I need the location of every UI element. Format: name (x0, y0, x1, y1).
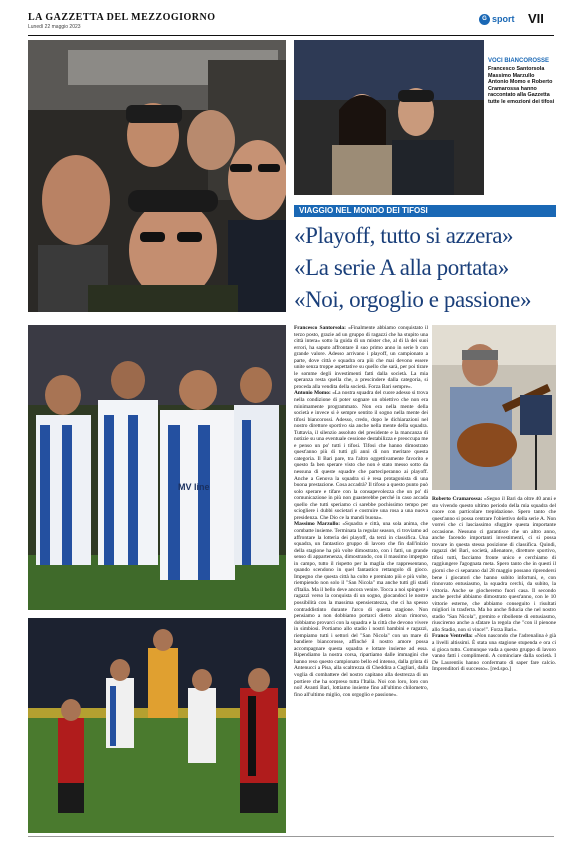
photo-players-celebrating (28, 325, 286, 610)
dateline: Lunedì 22 maggio 2023 (28, 24, 81, 30)
headline-line-3: «Noi, orgoglio e passione» (294, 287, 532, 312)
headline-line-1: «Playoff, tutto si azzera» (294, 223, 514, 248)
speaker-name: Franco Ventrella: (432, 633, 473, 640)
page-number: VII (528, 11, 544, 26)
photo-guitar-player (432, 325, 556, 490)
photo-fans-selfie (28, 40, 286, 312)
headline-line-2: «La serie A alla portata» (294, 255, 509, 280)
sport-section-logo (479, 13, 523, 25)
author-signature: [red.spo.] (490, 666, 512, 673)
footer-rule (28, 836, 554, 837)
article-paragraph-cramarossa: Roberto Cramarossa: «Seguo il Bari da oltre 40 anni e sto vivendo questo ultimo periodo della mia squadra del cuore con particolare trepidazione. Spero tanto che quest'anno si possa centrare l'obiettivo della serie A. Non vorrei che ci lasciassimo sfuggire questa importante occasione. Nessuno ci garantisce che un altro anno, anche facendo importanti investimenti, ci si possa trovare in questa stessa posizione di classifica. Quindi, ragazzi del Bari, società, allenatore, direttore sportivo, tifosi tutti, facciamo fronte unico e cerchiamo di raggiungere l'agognata meta. Spero tanto che in questi il giorni che ci separano dal 28 maggio possano riprendersi bene i giocatori che hanno subito infortuni, e, con rinnovato entusiasmo, la squadra cerchi, da subito, la vittoria. Anche se giocheremo fuori casa. Il secondo anche perché abbiamo dimostrato quest'anno, con le 10 vittorie esterne, che abbiamo conseguito i risultati migliori in trasferta. Ma ho anche fiducia che nel nostro stadio "San Nicola", gremito e ribollente di entusiasmo, riusciremo anche a sfatare la regola che "con il pienone allo Stadio, non si vince!". Forza Bari». (432, 496, 556, 633)
article-column-1 (294, 325, 428, 833)
caption-text: Francesco Santorsola Massimo Marzullo Antonio Momo e Roberto Cramarossa hanno raccontato alla Gazzetta tutte le emozioni dei tifosi (488, 66, 555, 105)
article-paragraph-santorsola: Francesco Santorsola: «Finalmente abbiamo conquistato il terzo posto, grazie ad un gruppo di ragazzi che ha stupito una città intera» sotto la guida di un mister che, al di là dei suoi errori, ha saputo affrontare il suo primo anno in serie b con grande valore. Adesso arrivano i playoff, un campionato a parte, dove città e squadra ora più che mai devono essere unite senza troppe aspettative su quello che sarà, per poi tirare le somme degli investimenti fatti dalla società. La mia speranza resta quella che, a prescindere dalla categoria, si proceda alla vendita della società. Forza Bari sempre». (294, 325, 428, 390)
photo-caption-box (488, 58, 556, 106)
speaker-name: Antonio Momo: (294, 390, 331, 397)
photo-match-action (28, 618, 286, 833)
speaker-name: Francesco Santorsola: (294, 325, 346, 331)
speaker-name: Roberto Cramarossa: (432, 496, 483, 502)
photo-couple-stadium (294, 40, 484, 195)
masthead: LA GAZZETTA DEL MEZZOGIORNO (28, 12, 216, 23)
article-paragraph-momo: Antonio Momo: «La nostra squadra del cuore adesso si trova nella condizione di poter sognare un obiettivo che non era minimamente programmato. Non era nella mente della società e invece si è sempre sentito il sogno nella mente dei tifosi biancorossi. Adesso, credo, dopo le dichiarazioni nel nostro direttore sportivo sia anche nella mente della squadra. Tuttavia, il silenzio assoluto del presidente e la mancanza di notizie su una eventuale cessione destabilizza e preoccupa me e penso un po' tutti i tifosi. Tifosi che hanno dimostrato quest'anno più di tutti gli anni di non meritare questa categoria. Il Bari pare, tra l'altro oggettivamente favorito e questo fa ben sperare visto che non è stato messo sotto da nessuna di queste squadre che parteciperanno ai playoff. Anche a Genova la squadra si è resa protagonista di una buona prestazione. Cosa accadrà? Il tifoso a questo punto può solo sperare e tifare con la consapevolezza che un po' di comunicazione in più non guasterebbe perché in caso accada quello che tutti speriamo ci sarebbe pochissimo tempo per sciogliere i dubbi societari e costruire una rosa a una nuova presidenza. Che Dio ce la mandi buona». (294, 390, 428, 521)
article-paragraph-marzullo: Massimo Marzullo: «Squadra e città, una sola anima, che combatte insieme. Terminata la regular season, ci troviamo ad affrontare la lotteria dei playoff, da terzi in classifica. Una squadra, un fantastico gruppo di lavoro che fin dall'inizio della stagione ha più volte dimostrato, con i fatti, un grande senso di appartenenza, dimostrando, con il massimo impegno in campo, tutto il rispetto per la maglia che rappresentano, quando scendono in quel fantastico rettangolo di gioco. Impegno che questa città ha colto e premiato più e più volte, riempiendo non solo il "San Nicola" ma anche tutti gli stadi d'Italia. Ma il bello deve ancora venire. Tocca a noi spingere i ragazzi verso la conquista di un sogno, giocandoci le nostre possibilità con la massima spensieratezza, che ci ha spesso contraddistinto durante l'arco di questa stagione. Non pensiamo a non dobbiamo portarci dietro alcun rimorso, dobbiamo provarci con la squadra e la città che devono vivere in simbiosi. Portiamo allo stadio i nostri bambini e ragazzi, riempiamo tutti i settori del "San Nicola" con un mare di bandiere biancorosse, affinché il nostro amore possa accompagnare questa squadra e lottare insieme ad essa. Ripendiamo la nostra corsa, ripartiamo dalle immagini che hanno reso questo campionato bello ed intenso, dalla grinta di Antenucci a Pisa, alla scaltrezza di Cheddira a Cagliari, dalla voglia di combattere del nostro capitano alla destrezza di un portiere che ha sorpreso tutta l'Italia. Noi con loro, loro con noi! Avanti Bari, lottiamo insieme fino all'ultimo chilometro, fino all'ultimo miglio, con orgoglio e passione». (294, 521, 428, 698)
caption-title: VOCI BIANCOROSSE (488, 58, 550, 64)
speaker-name: Massimo Marzullo: (294, 521, 341, 528)
article-paragraph-ventrella: Franco Ventrella: «Non nascondo che l'adrenalina è già a livelli altissimi. È stata una stagione stupenda e ora ci si gioca tutto. Comunque vada a questo gruppo di lavoro vanno fatti i complimenti. A cominciare dalla società. I De Laurentiis hanno confermato di saper fare calcio. Imprenditori di successo». [red.spo.] (432, 633, 556, 673)
sport-logo-word: sport (492, 14, 515, 24)
article-column-2 (432, 496, 556, 833)
section-kicker: VIAGGIO NEL MONDO DEI TIFOSI (294, 205, 556, 217)
ball-icon: G (479, 14, 490, 25)
header-rule (28, 35, 554, 36)
jersey-sponsor: MV line (178, 482, 210, 492)
